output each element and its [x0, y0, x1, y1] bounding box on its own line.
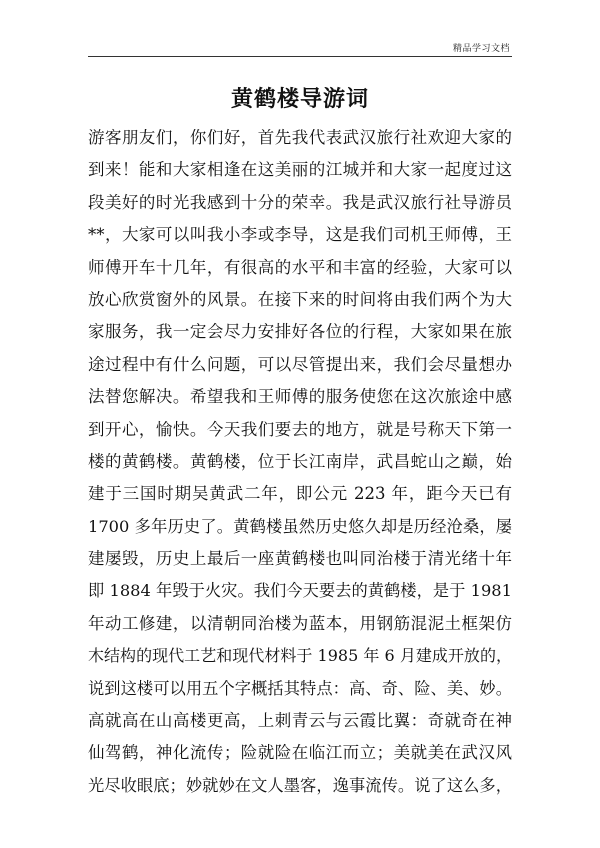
- page-header-label: 精品学习文档: [452, 44, 510, 54]
- paragraph-line: 1700 多年历史了。黄鹤楼虽然历史悠久却是历经沧桑，屡: [88, 516, 512, 536]
- paragraph-line: 段美好的时光我感到十分的荣幸。我是武汉旅行社导游员: [88, 192, 512, 212]
- paragraph-line: 到来！能和大家相逢在这美丽的江城并和大家一起度过这: [88, 160, 512, 180]
- paragraph-line: 师傅开车十几年，有很高的水平和丰富的经验，大家可以: [88, 257, 512, 277]
- paragraph-line: 年动工修建，以清朝同治楼为蓝本，用钢筋混泥土框架仿: [88, 613, 512, 633]
- paragraph-line: 建于三国时期吴黄武二年，即公元 223 年，距今天已有: [88, 484, 512, 504]
- paragraph-line: 木结构的现代工艺和现代材料于 1985 年 6 月建成开放的，: [88, 646, 512, 666]
- paragraph-line: 楼的黄鹤楼。黄鹤楼，位于长江南岸，武昌蛇山之巅，始: [88, 451, 512, 471]
- paragraph-line: 即 1884 年毁于火灾。我们今天要去的黄鹤楼，是于 1981: [88, 581, 512, 601]
- paragraph-line: 仙驾鹤，神化流传；险就险在临江而立；美就美在武汉风: [88, 743, 512, 763]
- paragraph-line: 建屡毁，历史上最后一座黄鹤楼也叫同治楼于清光绪十年: [88, 549, 512, 569]
- header-divider: [88, 56, 512, 57]
- paragraph-line: 法替您解决。希望我和王师傅的服务使您在这次旅途中感: [88, 387, 512, 407]
- paragraph-line: 光尽收眼底；妙就妙在文人墨客，逸事流传。说了这么多，: [88, 775, 512, 795]
- document-body: [88, 122, 512, 802]
- paragraph-line: 放心欣赏窗外的风景。在接下来的时间将由我们两个为大: [88, 289, 512, 309]
- paragraph-line: 说到这楼可以用五个字概括其特点：高、奇、险、美、妙。: [88, 678, 512, 698]
- paragraph-line: 到开心，愉快。今天我们要去的地方，就是号称天下第一: [88, 419, 512, 439]
- paragraph-line: 游客朋友们，你们好，首先我代表武汉旅行社欢迎大家的: [88, 128, 512, 147]
- paragraph-line: 家服务，我一定会尽力安排好各位的行程，大家如果在旅: [88, 322, 512, 342]
- paragraph-line: 途过程中有什么问题，可以尽管提出来，我们会尽量想办: [88, 354, 512, 374]
- paragraph-line: **，大家可以叫我小李或李导，这是我们司机王师傅，王: [88, 225, 512, 245]
- paragraph-line: 高就高在山高楼更高，上刺青云与云霞比翼：奇就奇在神: [88, 711, 512, 731]
- document-title: 黄鹤楼导游词: [230, 86, 369, 112]
